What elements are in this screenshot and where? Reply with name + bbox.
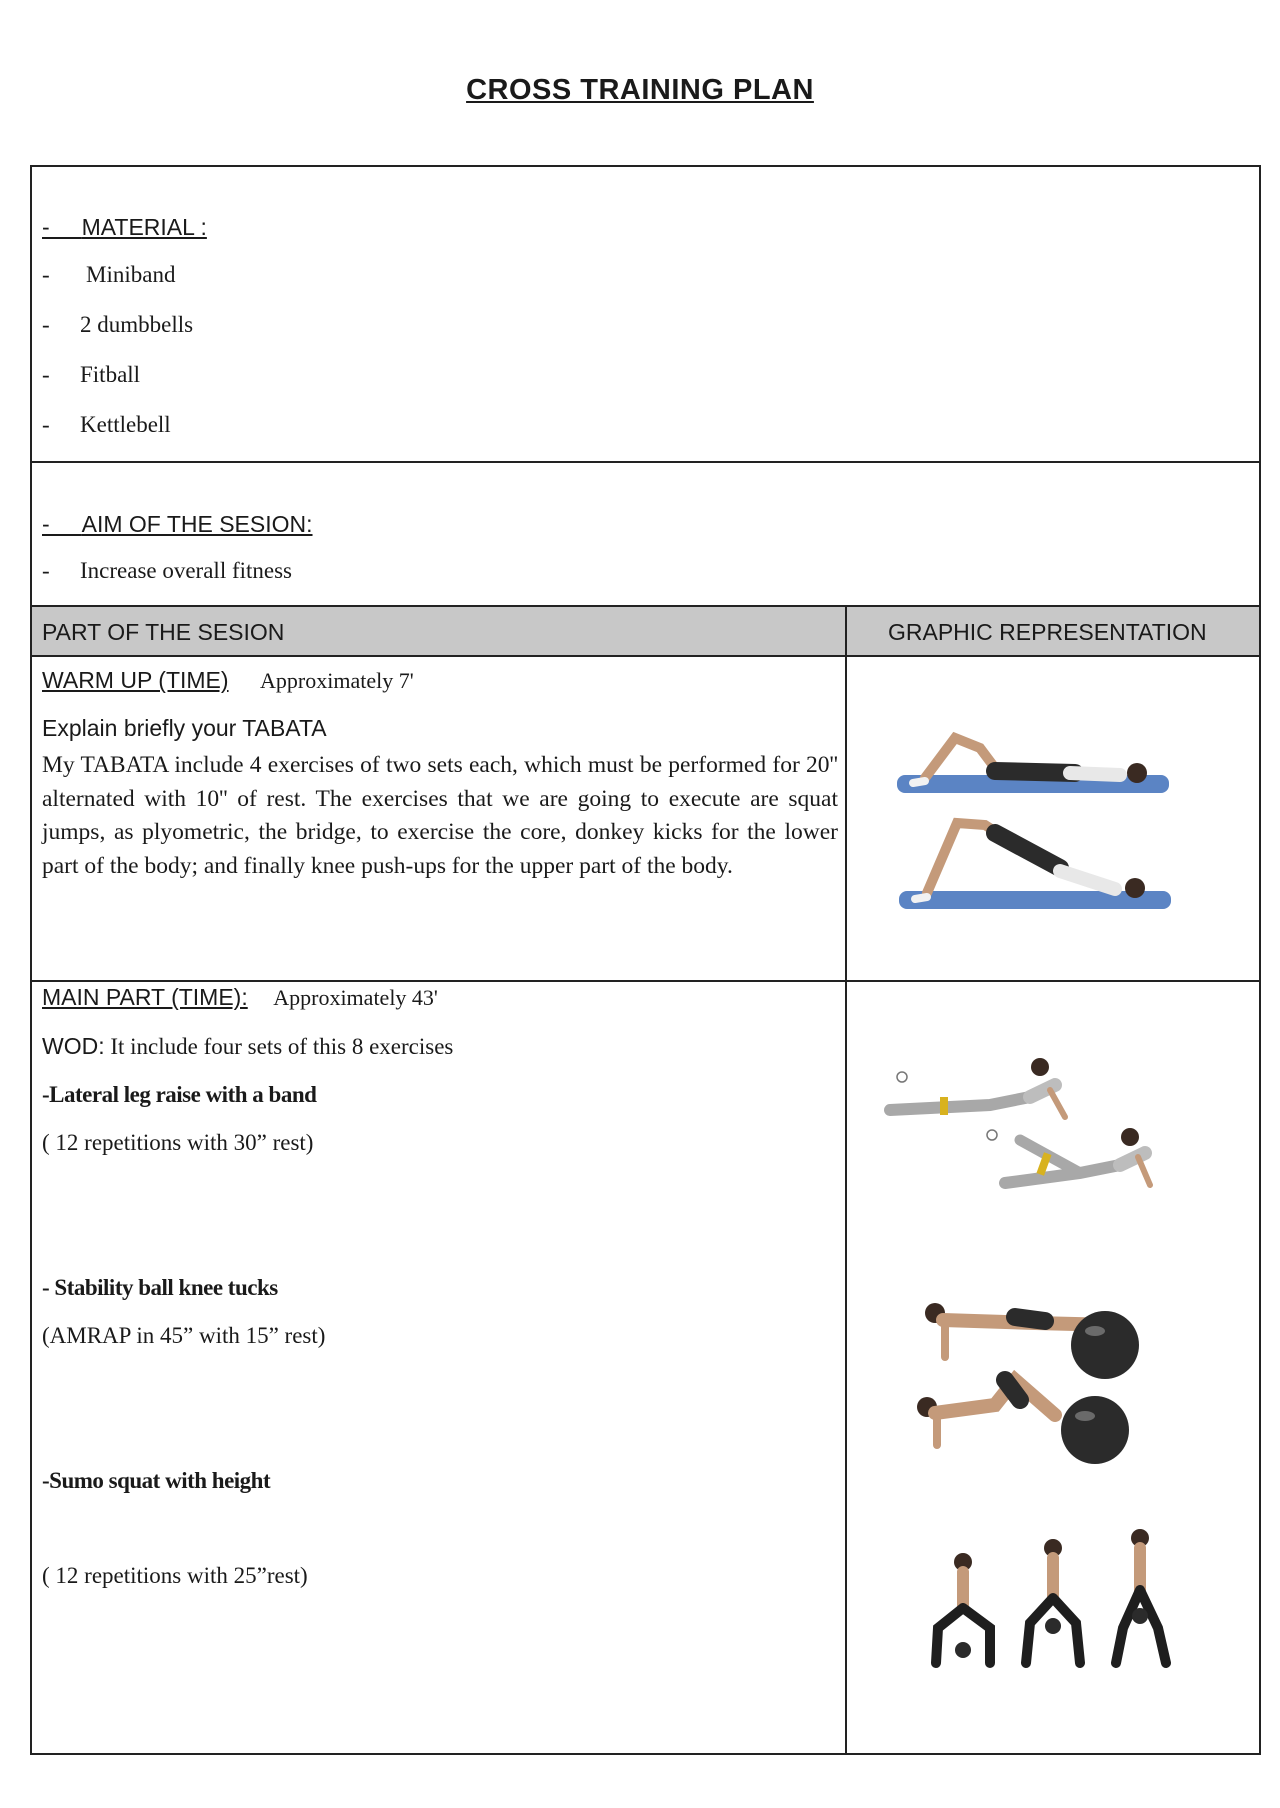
leg-raise-up-figure — [987, 1128, 1150, 1185]
plan-table — [30, 165, 1261, 1755]
wod-label: WOD: — [42, 1033, 105, 1059]
aim-heading: - AIM OF THE SESION: — [42, 511, 313, 537]
material-item: - Miniband — [42, 262, 176, 287]
column-header-graphic: GRAPHIC REPRESENTATION — [888, 619, 1207, 645]
exercise-detail: (AMRAP in 45” with 15” rest) — [42, 1323, 326, 1348]
exercise-name: -Sumo squat with height — [42, 1468, 271, 1493]
tabata-prompt: Explain briefly your TABATA — [42, 715, 327, 741]
leg-raise-down-figure — [890, 1058, 1065, 1117]
column-divider — [845, 605, 847, 1755]
material-item: - Fitball — [42, 362, 141, 387]
sumo-squat-mid-figure — [1026, 1539, 1080, 1663]
exercise-name: - Stability ball knee tucks — [42, 1275, 278, 1300]
divider — [30, 461, 1261, 463]
main-part-label: MAIN PART (TIME): — [42, 984, 248, 1010]
exercise-detail: ( 12 repetitions with 30” rest) — [42, 1130, 314, 1155]
main-part-label-row — [42, 984, 438, 1011]
divider — [30, 980, 1261, 982]
material-item: - 2 dumbbells — [42, 312, 194, 337]
wod-line — [42, 1033, 453, 1060]
bridge-up-figure — [899, 823, 1171, 909]
warm-up-time: Approximately 7' — [260, 668, 414, 693]
knee-tuck-tucked-figure — [917, 1380, 1129, 1464]
bridge-start-figure — [897, 738, 1169, 793]
divider — [30, 655, 1261, 657]
stability-ball-knee-tuck-illustration — [915, 1285, 1155, 1480]
warm-up-label-row — [42, 667, 414, 694]
material-item: - Kettlebell — [42, 412, 171, 437]
sumo-squat-high-figure — [1116, 1529, 1166, 1663]
exercise-detail: ( 12 repetitions with 25”rest) — [42, 1563, 308, 1588]
sumo-squat-low-figure — [936, 1553, 990, 1663]
wod-text: It include four sets of this 8 exercises — [110, 1034, 454, 1059]
glute-bridge-illustration — [885, 703, 1175, 933]
aim-text: - Increase overall fitness — [42, 558, 293, 583]
page-title: CROSS TRAINING PLAN — [466, 74, 814, 106]
sumo-squat-illustration — [918, 1528, 1188, 1678]
lateral-leg-raise-illustration — [880, 1045, 1160, 1205]
tabata-description: My TABATA include 4 exercises of two sets each, which must be performed for 20'' alternated with 10'' of rest. The exercises that we are going to execute are squat jumps, as plyometric, the bridge, to exercise the core, donkey kicks for the lower part of the body; and finally knee push-ups for the upper part of the body. — [42, 752, 838, 879]
exercise-name: -Lateral leg raise with a band — [42, 1082, 317, 1107]
knee-tuck-extended-figure — [925, 1303, 1139, 1379]
main-part-time: Approximately 43' — [273, 985, 438, 1010]
column-header-part: PART OF THE SESION — [42, 619, 285, 645]
warm-up-label: WARM UP (TIME) — [42, 667, 229, 693]
material-heading: - MATERIAL : — [42, 214, 207, 240]
